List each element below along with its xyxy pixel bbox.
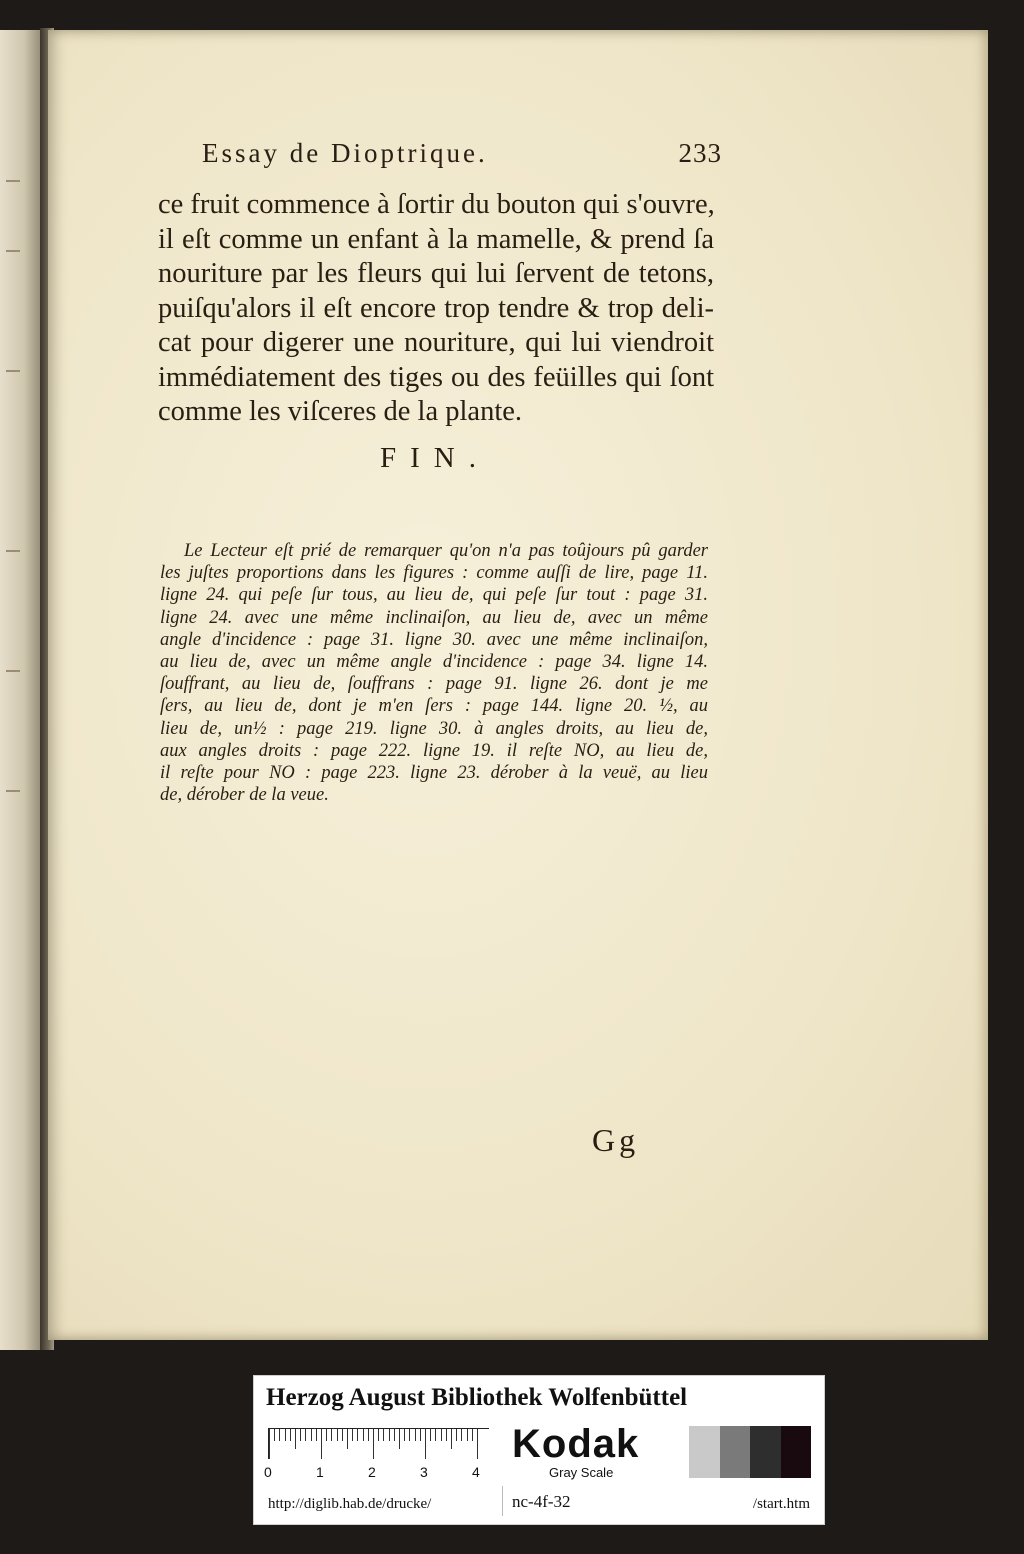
gray-swatch [659,1426,689,1478]
ruler-tick [321,1429,322,1459]
ruler-number: 0 [264,1464,272,1480]
start-link: /start.htm [752,1496,810,1512]
ruler-tick [435,1429,436,1441]
ruler-tick [383,1429,384,1441]
errata-line: ligne 24. qui peſe ſur tous, au lieu de, qui peſe ſur tout : page 31. [160,585,708,606]
ruler-tick [409,1429,410,1441]
ruler-tick [368,1429,369,1441]
library-card [253,1375,825,1525]
ruler-number: 2 [368,1464,376,1480]
ruler-tick [305,1429,306,1441]
ruler-number: 3 [420,1464,428,1480]
errata-line: ſouffrant, au lieu de, ſouffrans : page 91. ligne 26. dont je me [160,674,708,695]
kodak-logo: Kodak [512,1422,640,1466]
errata-line: aux angles droits : page 222. ligne 19. il reſte NO, au lieu de, [160,740,708,761]
ruler-tick [430,1429,431,1441]
ruler-tick [269,1429,270,1459]
ruler-number: 4 [472,1464,480,1480]
ruler-number: 1 [316,1464,324,1480]
ruler-tick [441,1429,442,1441]
ruler-tick [311,1429,312,1441]
body-line: ce fruit commence à ſortir du bouton qui s'ouvre, [158,189,715,220]
gray-swatch [720,1426,750,1478]
body-text [158,188,714,430]
library-name: Herzog August Bibliothek Wolfenbüttel [266,1384,688,1411]
gray-scale-swatches [659,1426,811,1478]
errata-line: les juſtes proportions dans les figures : comme auſſi de lire, page 11. [160,563,708,584]
errata-note [160,540,708,806]
errata-line: au lieu de, avec un même angle d'incidence : page 34. ligne 14. [160,652,708,673]
ruler-tick [389,1429,390,1441]
ruler-tick [394,1429,395,1441]
body-line: cat pour digerer une nouriture, qui lui viendroit [158,327,714,358]
ruler-tick [352,1429,353,1441]
ruler-tick [363,1429,364,1441]
ruler-tick [477,1429,478,1459]
ruler-tick [316,1429,317,1441]
errata-line: de, dérober de la veue. [160,785,329,806]
ruler-tick [425,1429,426,1459]
ruler-tick [357,1429,358,1441]
ruler-tick [279,1429,280,1441]
ruler-tick [326,1429,327,1441]
card-divider [502,1486,503,1516]
gray-swatch [689,1426,719,1478]
ruler-tick [300,1429,301,1441]
ruler-tick [342,1429,343,1441]
errata-line: angle d'incidence : page 31. ligne 30. avec une même inclinaiſon, [160,629,708,650]
ruler-tick [295,1429,296,1449]
ruler-tick [399,1429,400,1449]
ruler-tick [290,1429,291,1441]
ruler-tick [451,1429,452,1449]
ruler-tick [415,1429,416,1441]
errata-line: il reſte pour NO : page 223. ligne 23. dérober à la veuë, au lieu [160,763,708,784]
shelfmark: nc-4f-32 [512,1492,571,1511]
gray-scale-label: Gray Scale [549,1465,614,1480]
running-head [202,138,722,169]
errata-line: lieu de, un½ : page 219. ligne 30. à angles droits, au lieu de, [160,718,708,739]
ruler-tick [378,1429,379,1441]
ruler-tick [331,1429,332,1441]
ruler-tick [420,1429,421,1441]
gray-swatch [781,1426,811,1478]
errata-line: Le Lecteur eſt prié de remarquer qu'on n'a pas toûjours pû garder [184,541,708,561]
page-number: 233 [678,138,722,168]
ruler-tick [347,1429,348,1449]
body-line: nouriture par les fleurs qui lui ſervent de tetons, [158,258,714,289]
ruler-tick [274,1429,275,1441]
running-head-title: Essay de Dioptrique. [202,138,488,168]
body-line: puiſqu'alors il eſt encore trop tendre & trop deli- [158,292,714,324]
ruler-tick [467,1429,468,1441]
body-line: immédiatement des tiges ou des feüilles qui ſont [158,361,714,393]
library-url: http://diglib.hab.de/drucke/ [268,1496,432,1512]
ruler-tick [285,1429,286,1441]
left-page-edge [0,30,44,1350]
body-line: comme les viſceres de la plante. [158,396,523,427]
ruler-tick [404,1429,405,1441]
gray-swatch [750,1426,780,1478]
ruler-tick [446,1429,447,1441]
fin-heading: FIN. [380,442,490,474]
ruler-tick [472,1429,473,1441]
errata-line: ſers, au lieu de, dont je m'en ſers : page 144. ligne 20. ½, au [160,696,708,717]
ruler-tick [373,1429,374,1459]
ruler-tick [456,1429,457,1441]
ruler-tick [461,1429,462,1441]
signature-mark: Gg [592,1122,640,1158]
errata-line: ligne 24. avec une même inclinaiſon, au lieu de, avec un même [160,607,708,628]
body-line: il eſt comme un enfant à la mamelle, & prend ſa [158,223,714,255]
ruler-scale [268,1428,489,1459]
ruler-tick [337,1429,338,1441]
